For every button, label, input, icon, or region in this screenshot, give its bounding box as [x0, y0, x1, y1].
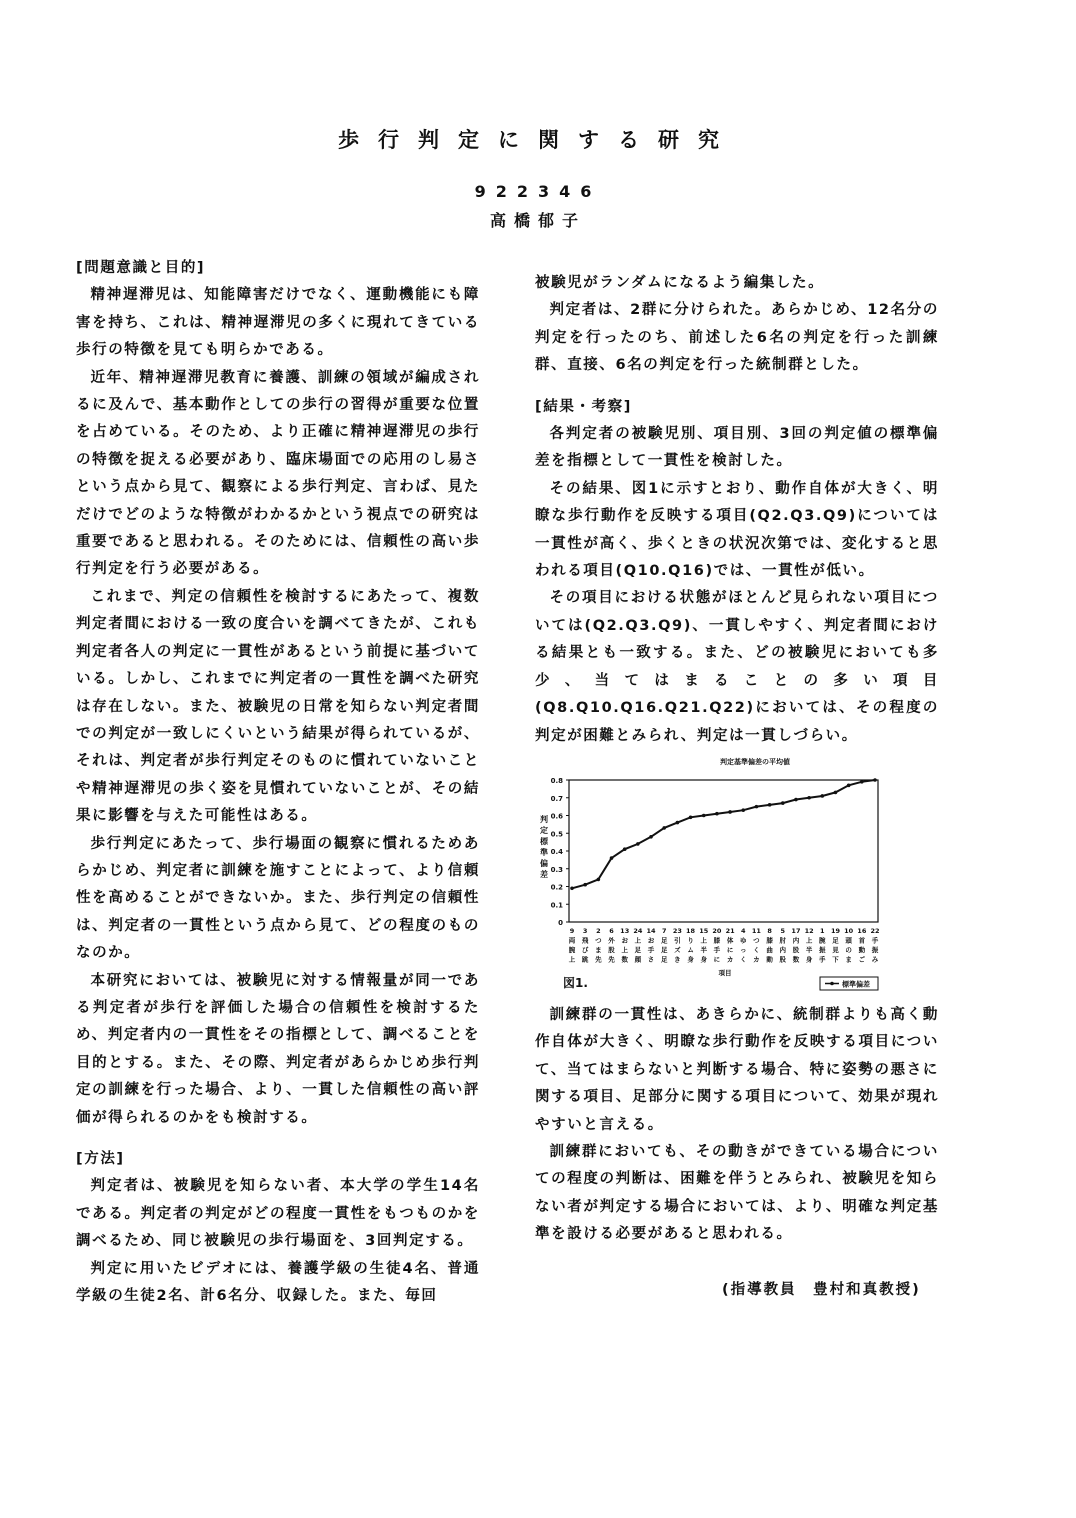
chart-title: 判定基準偏差の平均値	[720, 758, 790, 766]
y-tick-label: 0.2	[550, 883, 563, 892]
x-tick-label: ご	[858, 955, 866, 964]
x-tick-label: 体	[726, 936, 734, 945]
x-tick-label: 数	[621, 955, 628, 964]
legend-label: 標準偏差	[842, 980, 870, 989]
y-tick-label: 0	[558, 919, 563, 927]
data-point	[623, 847, 627, 851]
x-tick-label: 動	[858, 946, 866, 954]
x-tick-label: 上	[700, 936, 707, 945]
paragraph-continued: 被験児がランダムになるよう編集した。	[535, 275, 825, 291]
x-tick-label: 足	[660, 946, 668, 954]
x-tick-label: 手	[871, 936, 879, 945]
section-heading-results: [結果・考察]	[535, 398, 632, 415]
x-axis-label: 項目	[718, 969, 732, 977]
x-tick-label: 6	[609, 927, 614, 935]
x-tick-label: 12	[804, 927, 814, 935]
x-tick-label: ま	[845, 955, 852, 964]
y-axis-label-char: 判	[540, 815, 548, 824]
x-tick-label: 身	[700, 955, 707, 964]
x-tick-label: 半	[805, 946, 813, 954]
x-tick-label: 曲	[766, 946, 773, 954]
x-tick-label: 13	[620, 927, 630, 935]
x-tick-label: 内	[779, 946, 787, 954]
x-tick-label: 外	[608, 936, 615, 945]
x-tick-label: 半	[700, 946, 707, 954]
x-tick-label: 振	[871, 946, 879, 954]
x-tick-label: 見	[832, 946, 839, 954]
x-tick-label: く	[740, 955, 747, 964]
x-tick-label: 23	[672, 927, 682, 935]
x-tick-label: 5	[780, 927, 786, 935]
x-tick-label: 先	[608, 955, 615, 964]
y-tick-label: 0.8	[550, 777, 563, 785]
advisor-credit: (指導教員 豊村和真教授)	[722, 1282, 921, 1298]
data-point	[860, 780, 864, 784]
x-tick-label: 2	[596, 927, 601, 935]
x-tick-label: 股	[608, 946, 615, 954]
x-tick-label: 股	[792, 946, 800, 954]
data-point	[807, 796, 811, 800]
x-tick-label: 18	[686, 927, 696, 935]
x-tick-label: ム	[687, 946, 694, 954]
left-column	[76, 255, 480, 1310]
student-id: 922346	[474, 182, 602, 201]
y-axis-label-char: 標	[540, 837, 548, 846]
data-point	[768, 803, 772, 807]
paragraph: これまで、判定の信頼性を検討するにあたって、複数判定者間における一致の度合いを調べてきたが、これも判定者各人の判定に一貫性があるという前提に基づいている。しかし、これまでに判定者の一貫性を調べた研究は存在しない。また、被験児の日常を知らない判定者間での判定が一致しにくいという結果が得られているが、それは、判定者が歩行判定そのものに慣れていないことや精神遅滞児の歩く姿を見慣れていないことが、その結果に影響を与えた可能性はある。	[76, 588, 480, 825]
paragraph: 精神遅滞児は、知能障害だけでなく、運動機能にも障害を持ち、これは、精神遅滞児の多くに現れてきている歩行の特徴を見ても明らかである。	[76, 287, 480, 359]
data-point	[741, 808, 745, 812]
x-tick-label: 上	[568, 955, 576, 964]
data-point	[781, 801, 785, 805]
paragraph: 訓練群においても、その動きができている場合についての程度の判断は、困難を伴うとみられ、被験児を知らない者が判定する場合においては、より、明確な判定基準を設ける必要があると思われる。	[535, 1144, 939, 1243]
y-tick-label: 0.5	[550, 830, 563, 839]
x-tick-label: 股	[779, 955, 787, 964]
data-point	[676, 821, 680, 825]
data-point	[847, 784, 851, 788]
paragraph: その結果、図1に示すとおり、動作自体が大きく、明瞭な歩行動作を反映する項目(Q2.Q3.Q9)については一貫性が高く、歩くときの状況次第では、変化すると思われる項目(Q10.Q16)では、一貫性が低い。	[535, 480, 939, 580]
x-tick-label: 手	[647, 946, 655, 954]
legend-marker	[830, 982, 834, 986]
y-axis-label-char: 定	[540, 826, 548, 835]
x-tick-label: 跳	[581, 955, 589, 964]
paper-title: 歩行判定に関する研究	[338, 128, 738, 152]
x-tick-label: つ	[595, 936, 602, 945]
data-point	[755, 805, 759, 809]
x-tick-label: 先	[595, 955, 602, 964]
data-point	[583, 883, 587, 887]
x-tick-label: 動	[766, 955, 773, 964]
data-point	[610, 856, 614, 860]
x-tick-label: 足	[634, 946, 642, 954]
data-point	[570, 886, 574, 890]
y-axis-label-char: 準	[540, 848, 548, 857]
y-tick-label: 0.7	[550, 794, 563, 803]
x-tick-label: 24	[633, 927, 643, 935]
x-tick-label: 下	[832, 955, 839, 964]
x-tick-label: 頭	[845, 936, 852, 945]
x-tick-label: に	[713, 955, 721, 964]
x-tick-label: 17	[791, 927, 801, 935]
x-tick-label: 9	[569, 927, 575, 935]
y-tick-label: 0.1	[550, 901, 563, 910]
x-tick-label: 8	[767, 927, 772, 935]
x-tick-label: カ	[726, 955, 734, 964]
x-tick-label: 20	[712, 927, 722, 935]
x-tick-label: 首	[858, 936, 866, 945]
x-tick-label: 14	[646, 927, 656, 935]
x-tick-label: 両	[568, 936, 576, 945]
author-name: 高橋郁子	[489, 211, 586, 230]
x-tick-label: り	[687, 936, 694, 945]
x-tick-label: 振	[819, 946, 826, 954]
x-tick-label: 21	[725, 927, 735, 935]
y-axis-label-char: 偏	[540, 859, 548, 868]
x-tick-label: 内	[792, 936, 800, 945]
x-tick-label: ズ	[674, 946, 681, 954]
x-tick-label: 11	[751, 927, 761, 935]
figure-label: 図1.	[563, 976, 588, 990]
x-tick-label: 膝	[766, 936, 773, 945]
x-tick-label: 膝	[713, 936, 721, 945]
x-tick-label: 足	[660, 955, 668, 964]
right-column-bottom	[535, 1002, 939, 1249]
x-tick-label: 足	[832, 936, 839, 945]
x-tick-label: 足	[660, 936, 668, 945]
data-point	[873, 778, 877, 782]
data-point	[821, 794, 825, 798]
data-point	[662, 826, 666, 830]
x-tick-label: 4	[740, 927, 746, 935]
x-tick-label: ゆ	[740, 936, 747, 945]
section-heading-method: [方法]	[76, 1151, 125, 1167]
right-column-top	[535, 270, 939, 750]
paragraph: その項目における状態がほとんど見られない項目については(Q2.Q3.Q9)、一貫しやすく、判定者間における結果とも一致する。また、どの被験児においても多少、当てはまることの多い項目(Q8.Q10.Q16.Q21.Q22)においては、その程度の判定が困難とみられ、判定は一貫しづらい。	[535, 590, 939, 744]
paragraph: 判定者は、2群に分けられた。あらかじめ、12名分の判定を行ったのち、前述した6名の判定を行った訓練群、直接、6名の判定を行った統制群とした。	[535, 302, 939, 374]
y-tick-label: 0.6	[550, 812, 563, 821]
x-tick-label: 22	[870, 927, 880, 935]
x-tick-label: 3	[582, 927, 588, 935]
paragraph: 訓練群の一貫性は、あきらかに、統制群よりも高く動作自体が大きく、明瞭な歩行動作を反映する項目について、当てはまらないと判断する場合、特に姿勢の悪さに関する項目、足部分に関する項目について、効果が現れやすいと言える。	[535, 1007, 939, 1133]
paragraph: 本研究においては、被験児に対する情報量が同一である判定者が歩行を評価した場合の信頼性を検討するため、判定者内の一貫性をその指標として、調べることを目的とする。また、その際、判定者があらかじめ歩行判定の訓練を行った場合、より、一貫した信頼性の高い評価が得られるのかをも検討する。	[76, 972, 480, 1126]
data-point	[702, 814, 706, 818]
x-tick-label: お	[621, 936, 628, 945]
x-tick-label: 上	[805, 936, 813, 945]
x-tick-label: 身	[805, 955, 813, 964]
x-tick-label: ま	[595, 946, 602, 954]
x-tick-label: つ	[753, 936, 760, 945]
x-tick-label: み	[871, 955, 879, 964]
x-tick-label: っ	[740, 946, 747, 954]
paragraph: 各判定者の被験児別、項目別、3回の判定値の標準偏差を指標として一貫性を検討した。	[535, 426, 939, 470]
x-tick-label: 手	[819, 955, 826, 964]
x-tick-label: く	[753, 946, 760, 954]
x-tick-label: 飛	[581, 936, 589, 945]
x-tick-label: 数	[792, 955, 800, 964]
x-tick-label: 腕	[568, 946, 576, 954]
paragraph: 近年、精神遅滞児教育に養護、訓練の領域が編成されるに及んで、基本動作としての歩行の習得が重要な位置を占めている。そのため、より正確に精神遅滞児の歩行の特徴を捉える必要があり、臨床場面での応用のし易さという点から見て、観察による歩行判定、言わば、見ただけでどのような特徴がわかるかという視点での研究は重要であると思われる。そのためには、信頼性の高い歩行判定を行う必要がある。	[76, 369, 480, 578]
x-tick-label: 手	[713, 946, 721, 954]
x-tick-label: 顔	[634, 955, 642, 964]
x-tick-label: に	[726, 946, 734, 954]
x-tick-label: 身	[687, 955, 694, 964]
x-tick-label: お	[647, 936, 655, 945]
figure-1-chart	[535, 752, 945, 1002]
data-point	[649, 835, 653, 839]
series-line	[572, 780, 875, 888]
paragraph: 判定者は、被験児を知らない者、本大学の学生14名である。判定者の判定がどの程度一貫性をもつものかを調べるため、同じ被験児の歩行場面を、3回判定する。	[76, 1178, 480, 1250]
section-heading-purpose: [問題意識と目的]	[76, 260, 206, 276]
x-tick-label: び	[581, 946, 589, 954]
data-point	[728, 810, 732, 814]
data-point	[689, 815, 693, 819]
paragraph: 判定に用いたビデオには、養護学級の生徒4名、普通学級の生徒2名、計6名分、収録した。また、毎回	[76, 1260, 480, 1305]
x-tick-label: さ	[647, 955, 655, 964]
x-tick-label: 腕	[819, 936, 826, 945]
x-tick-label: 1	[820, 927, 825, 935]
x-tick-label: き	[674, 955, 681, 964]
x-tick-label: 上	[634, 936, 642, 945]
y-tick-label: 0.3	[550, 865, 563, 874]
data-point	[636, 842, 640, 846]
data-point	[715, 812, 719, 816]
data-point	[794, 798, 798, 802]
x-tick-label: 上	[621, 946, 628, 954]
x-tick-label: 19	[830, 927, 841, 935]
x-tick-label: カ	[753, 955, 760, 964]
x-tick-label: 7	[661, 927, 667, 935]
x-tick-label: 10	[844, 927, 854, 935]
plot-area	[569, 780, 878, 922]
paragraph: 歩行判定にあたって、歩行場面の観察に慣れるためあらかじめ、判定者に訓練を施すことによって、より信頼性を高めることができないか。また、歩行判定の信頼性は、判定者の一貫性という点から見て、どの程度のものなのか。	[76, 835, 480, 962]
y-tick-label: 0.4	[550, 848, 563, 856]
x-tick-label: の	[845, 946, 852, 954]
x-tick-label: 16	[857, 927, 867, 935]
x-tick-label: 15	[699, 927, 709, 935]
x-tick-label: 肘	[779, 936, 787, 945]
data-point	[597, 878, 601, 882]
x-tick-label: 引	[674, 936, 681, 945]
y-axis-label-char: 差	[540, 870, 548, 879]
data-point	[834, 791, 838, 795]
